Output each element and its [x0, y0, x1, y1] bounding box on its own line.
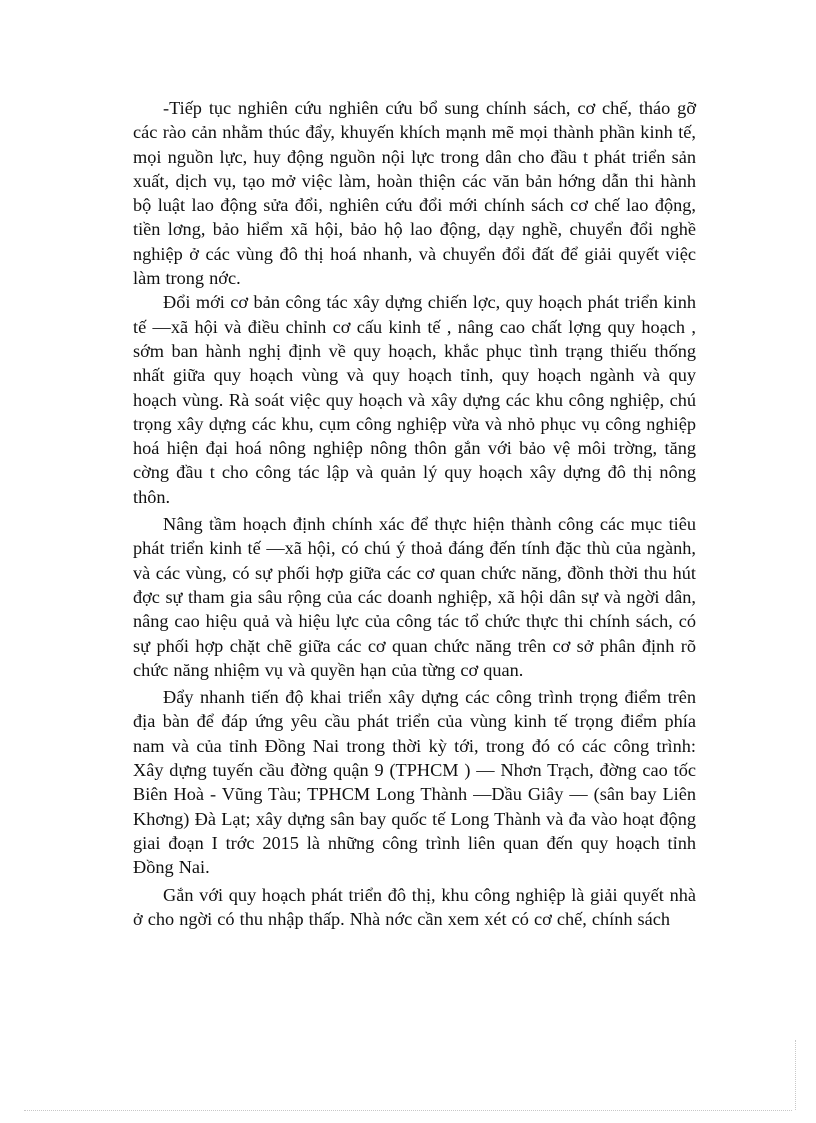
paragraph-low-income-housing: Gắn với quy hoạch phát triển đô thị, khu công nghiệp là giải quyết nhà ở cho ngời có thu nhập thấp. Nhà nớc cần xem xét có cơ chế, chính sách: [133, 884, 696, 929]
paragraph-key-projects: Đẩy nhanh tiến độ khai triển xây dựng các công trình trọng điểm trên địa bàn để đáp ứng yêu cầu phát triển của vùng kinh tế trọng điểm phía nam và của tỉnh Đồng Nai trong thời kỳ tới, trong đó có các công trình: Xây dựng tuyến cầu đờng quận 9 (TPHCM ) — Nhơn Trạch, đờng cao tốc Biên Hoà - Vũng Tàu; TPHCM Long Thành —Dầu Giây — (sân bay Liên Khơng) Đà Lạt; xây dựng sân bay quốc tế Long Thành và đa vào hoạt động giai đoạn I trớc 2015 là những công trình liên quan đến quy hoạch tỉnh Đồng Nai.: [133, 687, 696, 878]
page-right-border: [795, 1040, 796, 1110]
document-body: [133, 96, 696, 931]
paragraph-strategy-planning: Đổi mới cơ bản công tác xây dựng chiến lợc, quy hoạch phát triển kinh tế —xã hội và điều chỉnh cơ cấu kinh tế , nâng cao chất lợng quy hoạch , sớm ban hành nghị định về quy hoạch, khắc phục tình trạng thiếu thống nhất giữa quy hoạch vùng và quy hoạch tỉnh, quy hoạch ngành và quy hoạch vùng. Rà soát việc quy hoạch và xây dựng các khu công nghiệp, chú trọng xây dựng các khu, cụm công nghiệp vừa và nhỏ phục vụ công nghiệp hoá hiện đại hoá nông nghiệp nông thôn gắn với bảo vệ môi trờng, tăng cờng đầu t cho công tác lập và quản lý quy hoạch xây dựng đô thị nông thôn.: [133, 292, 696, 507]
paragraph-policy-research: -Tiếp tục nghiên cứu nghiên cứu bổ sung chính sách, cơ chế, tháo gỡ các rào cản nhằm thúc đẩy, khuyến khích mạnh mẽ mọi thành phần kinh tế, mọi nguồn lực, huy động nguồn nội lực trong dân cho đầu t phát triển sản xuất, dịch vụ, tạo mở việc làm, hoàn thiện các văn bản hớng dẫn thi hành bộ luật lao động sửa đổi, nghiên cứu đổi mới chính sách cơ chế lao động, tiền lơng, bảo hiểm xã hội, bảo hộ lao động, dạy nghề, chuyển đổi nghề nghiệp ở các vùng đô thị hoá nhanh, và chuyển đổi đất để giải quyết việc làm trong nớc.: [133, 98, 696, 289]
paragraph-policy-planning: Nâng tầm hoạch định chính xác để thực hiện thành công các mục tiêu phát triển kinh tế —xã hội, có chú ý thoả đáng đến tính đặc thù của ngành, và các vùng, có sự phối hợp giữa các cơ quan chức năng, đồnh thời thu hút đợc sự tham gia sâu rộng của các doanh nghiệp, xã hội dân sự và ngời dân, nâng cao hiệu quả và hiệu lực của công tác tổ chức thực thi chính sách, có sự phối hợp chặt chẽ giữa các cơ quan chức năng trên cơ sở phân định rõ chức năng nhiệm vụ và quyền hạn của từng cơ quan.: [133, 514, 696, 680]
page-bottom-border: [24, 1110, 792, 1111]
